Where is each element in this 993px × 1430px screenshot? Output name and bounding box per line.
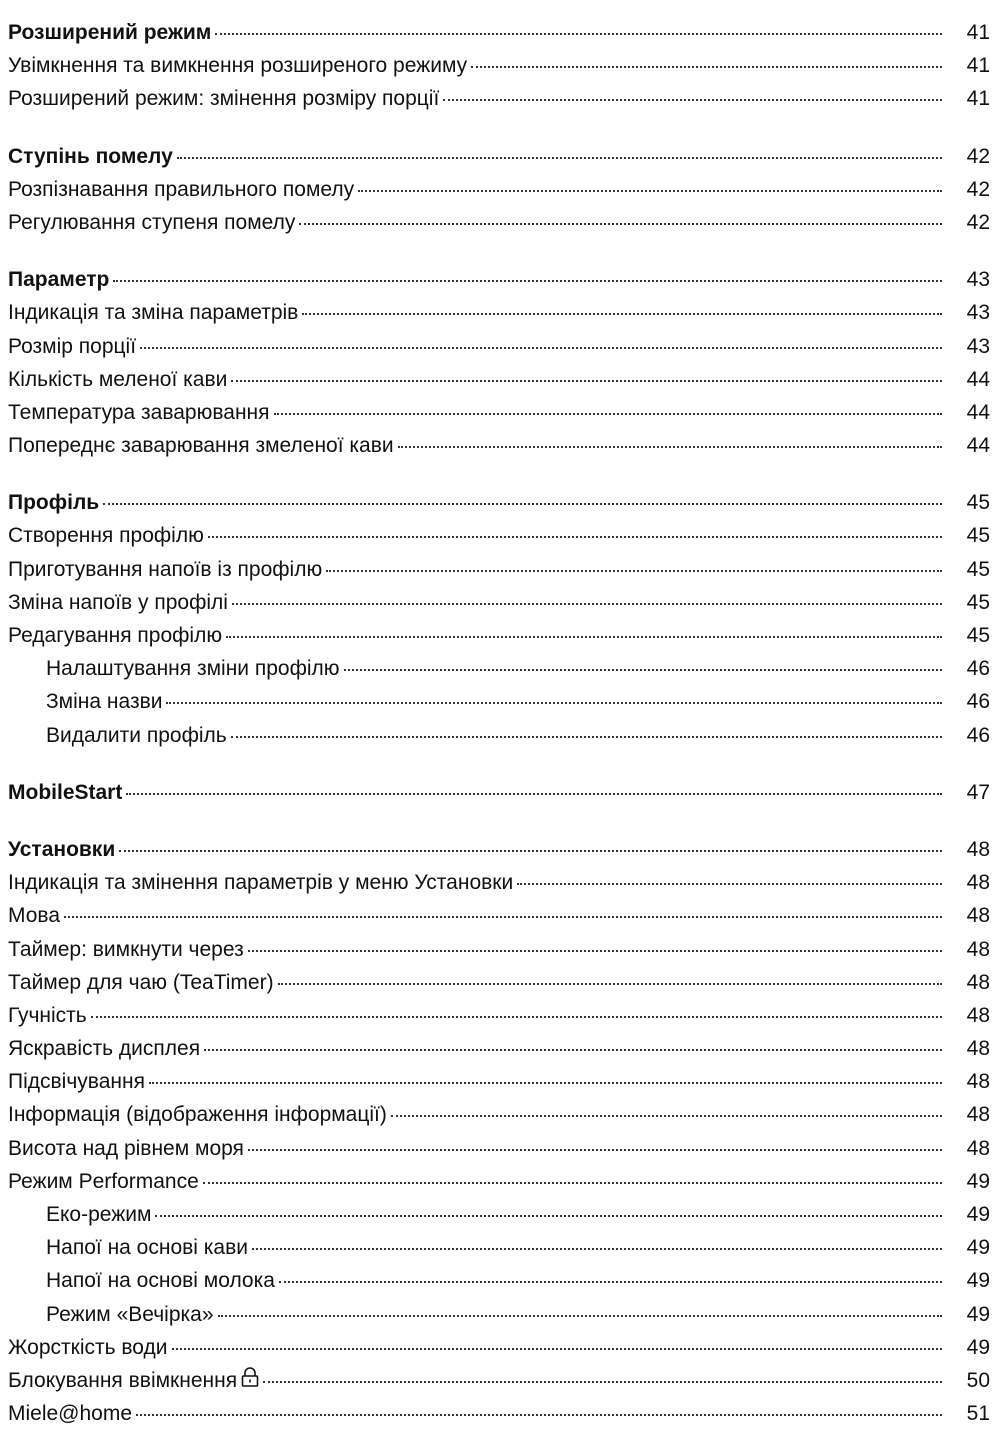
- lock-icon: [241, 1364, 259, 1384]
- toc-entry-title: Видалити профіль: [46, 723, 227, 747]
- toc-page-number: 48: [966, 871, 990, 895]
- toc-entry-title: Редагування профілю: [8, 624, 223, 647]
- toc-page-number: 43: [966, 334, 990, 358]
- toc-entry[interactable]: [8, 363, 990, 396]
- toc-page-number: 48: [966, 1037, 990, 1061]
- toc-entry[interactable]: [8, 396, 990, 429]
- toc-page-number: 42: [966, 177, 990, 201]
- dot-leader: [218, 1315, 942, 1317]
- toc-entry-title: Установки: [8, 837, 116, 861]
- toc-entry[interactable]: [8, 1397, 990, 1430]
- toc-entry[interactable]: [8, 652, 990, 685]
- toc-page-number: 45: [966, 524, 990, 548]
- toc-page-number: 49: [966, 1236, 990, 1260]
- dot-leader: [517, 883, 942, 885]
- toc-page-number: 49: [966, 1335, 990, 1359]
- toc-page-number: 46: [966, 657, 990, 681]
- toc-page-number: 42: [966, 210, 990, 234]
- toc-page-number: 48: [966, 1136, 990, 1160]
- toc-page-number: 45: [966, 624, 990, 647]
- toc-entry[interactable]: [8, 1264, 990, 1297]
- toc-entry-title: Регулювання ступеня помелу: [8, 210, 296, 234]
- toc-entry[interactable]: [8, 1032, 990, 1065]
- dot-leader: [274, 413, 942, 415]
- dot-leader: [155, 1215, 942, 1217]
- toc-section-entry[interactable]: [8, 486, 990, 519]
- dot-leader: [64, 916, 942, 918]
- toc-entry-title: Зміна назви: [46, 690, 163, 714]
- dot-leader: [226, 636, 942, 638]
- toc-entry-title: Розмір порції: [8, 334, 137, 358]
- toc-entry-title: Інформація (відображення інформації): [8, 1103, 387, 1127]
- toc-entry-title: Ступінь помелу: [8, 144, 173, 168]
- toc-section-entry[interactable]: [8, 263, 990, 296]
- dot-leader: [398, 446, 942, 448]
- dot-leader: [113, 280, 942, 282]
- toc-section-entry[interactable]: [8, 16, 990, 49]
- toc-page-number: 41: [966, 21, 990, 44]
- dot-leader: [326, 570, 942, 572]
- dot-leader: [263, 1381, 942, 1383]
- toc-entry[interactable]: [8, 49, 990, 82]
- toc-page-number: 48: [966, 1070, 990, 1094]
- toc-page-number: 46: [966, 690, 990, 714]
- toc-entry[interactable]: [8, 553, 990, 586]
- toc-entry-title: Розширений режим: змінення розміру порції: [8, 87, 440, 111]
- toc-page-number: 45: [966, 557, 990, 581]
- toc-entry[interactable]: [8, 173, 990, 206]
- toc-entry[interactable]: [8, 206, 990, 239]
- toc-entry[interactable]: [8, 296, 990, 329]
- dot-leader: [248, 1149, 942, 1151]
- toc-entry-title: Налаштування зміни профілю: [46, 657, 340, 681]
- toc-entry-title: Напої на основі молока: [46, 1269, 275, 1293]
- toc-page-number: 41: [966, 54, 990, 78]
- toc-entry-title: Гучність: [8, 1003, 87, 1027]
- toc-page-number: 44: [966, 367, 990, 391]
- toc-page-number: 49: [966, 1203, 990, 1226]
- toc-entry-title: Підсвічування: [8, 1070, 145, 1094]
- toc-entry[interactable]: [8, 1298, 990, 1331]
- toc-entry-title: Параметр: [8, 268, 110, 292]
- dot-leader: [278, 983, 942, 985]
- dot-leader: [140, 347, 942, 349]
- toc-entry[interactable]: [8, 899, 990, 932]
- dot-leader: [248, 950, 942, 952]
- toc-entry-title: Miele@home: [8, 1402, 133, 1426]
- dot-leader: [203, 1182, 942, 1184]
- toc-page-number: 48: [966, 1103, 990, 1127]
- toc-entry[interactable]: [8, 933, 990, 966]
- toc-page-number: 48: [966, 837, 990, 861]
- toc-entry[interactable]: [8, 1065, 990, 1098]
- toc-entry[interactable]: [8, 966, 990, 999]
- dot-leader: [299, 223, 942, 225]
- dot-leader: [252, 1248, 942, 1250]
- toc-page-number: 44: [966, 400, 990, 424]
- toc-entry-title: Режим «Вечірка»: [46, 1302, 214, 1326]
- toc-page-number: 47: [966, 780, 990, 804]
- dot-leader: [443, 99, 942, 101]
- toc-section-entry[interactable]: [8, 833, 990, 866]
- dot-leader: [166, 702, 942, 704]
- toc-entry[interactable]: [8, 619, 990, 652]
- toc-entry-title: Увімкнення та вимкнення розширеного режиму: [8, 54, 468, 78]
- toc-entry-title: Зміна напоїв у профілі: [8, 590, 228, 614]
- toc-entry-title: Яскравість дисплея: [8, 1037, 201, 1061]
- toc-entry-title: Висота над рівнем моря: [8, 1136, 244, 1160]
- toc-entry-title: Блокування ввімкнення: [8, 1368, 238, 1392]
- dot-leader: [231, 736, 942, 738]
- toc-page-number: 48: [966, 904, 990, 928]
- toc-entry-title: Температура заварювання: [8, 400, 270, 424]
- dot-leader: [103, 503, 942, 505]
- dot-leader: [391, 1115, 942, 1117]
- toc-page-number: 49: [966, 1169, 990, 1193]
- toc-entry-title: Режим Performance: [8, 1169, 199, 1193]
- dot-leader: [177, 157, 942, 159]
- dot-leader: [358, 190, 942, 192]
- toc-entry-title: MobileStart: [8, 780, 123, 804]
- dot-leader: [232, 603, 942, 605]
- dot-leader: [231, 380, 942, 382]
- toc-section-entry[interactable]: [8, 776, 990, 809]
- toc-entry-title: Розпізнавання правильного помелу: [8, 177, 355, 201]
- toc-entry[interactable]: [8, 586, 990, 619]
- toc-entry[interactable]: [8, 866, 990, 899]
- toc-entry[interactable]: [8, 1364, 990, 1397]
- dot-leader: [302, 313, 942, 315]
- toc-entry-title: Жорсткість води: [8, 1335, 168, 1359]
- toc-page-number: 43: [966, 301, 990, 325]
- toc-entry[interactable]: [8, 519, 990, 552]
- dot-leader: [172, 1348, 943, 1350]
- dot-leader: [119, 850, 942, 852]
- toc-page-number: 45: [966, 491, 990, 515]
- toc-entry[interactable]: [8, 1098, 990, 1131]
- toc-page-number: 44: [966, 434, 990, 458]
- toc-entry-title: Розширений режим: [8, 21, 212, 44]
- toc-page-number: 43: [966, 268, 990, 292]
- toc-entry-title: Приготування напоїв із профілю: [8, 557, 323, 581]
- dot-leader: [204, 1049, 942, 1051]
- toc-entry[interactable]: [8, 1198, 990, 1231]
- toc-entry-title: Індикація та зміна параметрів: [8, 301, 299, 325]
- toc-section-entry[interactable]: [8, 140, 990, 173]
- toc-entry-title: Еко-режим: [46, 1203, 152, 1226]
- toc-entry-title: Таймер для чаю (TeaTimer): [8, 970, 274, 994]
- toc-entry-title: Індикація та змінення параметрів у меню Установки: [8, 871, 514, 895]
- toc-page-number: 48: [966, 1003, 990, 1027]
- toc-entry[interactable]: [8, 999, 990, 1032]
- toc-entry-title: Мова: [8, 904, 61, 928]
- toc-page-number: 49: [966, 1302, 990, 1326]
- toc-entry-title: Профіль: [8, 491, 100, 515]
- toc-page-number: 48: [966, 937, 990, 961]
- toc-entry[interactable]: [8, 429, 990, 462]
- toc-entry-title: Створення профілю: [8, 524, 204, 548]
- toc-entry[interactable]: [8, 82, 990, 115]
- dot-leader: [91, 1016, 942, 1018]
- dot-leader: [344, 669, 942, 671]
- dot-leader: [149, 1082, 942, 1084]
- toc-page-number: 42: [966, 144, 990, 168]
- toc-page-number: 50: [966, 1368, 990, 1392]
- toc-page-number: 49: [966, 1269, 990, 1293]
- toc-page-number: 45: [966, 590, 990, 614]
- toc-entry-title: Таймер: вимкнути через: [8, 937, 244, 961]
- dot-leader: [126, 793, 942, 795]
- toc-page-number: 41: [966, 87, 990, 111]
- toc-page-number: 48: [966, 970, 990, 994]
- dot-leader: [471, 66, 942, 68]
- toc-entry[interactable]: [8, 1331, 990, 1364]
- toc-entry[interactable]: [8, 1132, 990, 1165]
- toc-entry[interactable]: [8, 1231, 990, 1264]
- toc-entry[interactable]: [8, 719, 990, 752]
- toc-entry-title: Кількість меленої кави: [8, 367, 228, 391]
- dot-leader: [208, 536, 942, 538]
- toc-entry[interactable]: [8, 685, 990, 718]
- dot-leader: [136, 1414, 942, 1416]
- toc-entry-title: Напої на основі кави: [46, 1236, 249, 1260]
- toc-entry-title: Попереднє заварювання змеленої кави: [8, 434, 394, 458]
- dot-leader: [215, 33, 942, 35]
- dot-leader: [279, 1281, 942, 1283]
- toc-page-number: 51: [966, 1402, 990, 1426]
- toc-entry[interactable]: [8, 330, 990, 363]
- toc-page-number: 46: [966, 723, 990, 747]
- table-of-contents: [8, 16, 990, 1430]
- toc-entry[interactable]: [8, 1165, 990, 1198]
